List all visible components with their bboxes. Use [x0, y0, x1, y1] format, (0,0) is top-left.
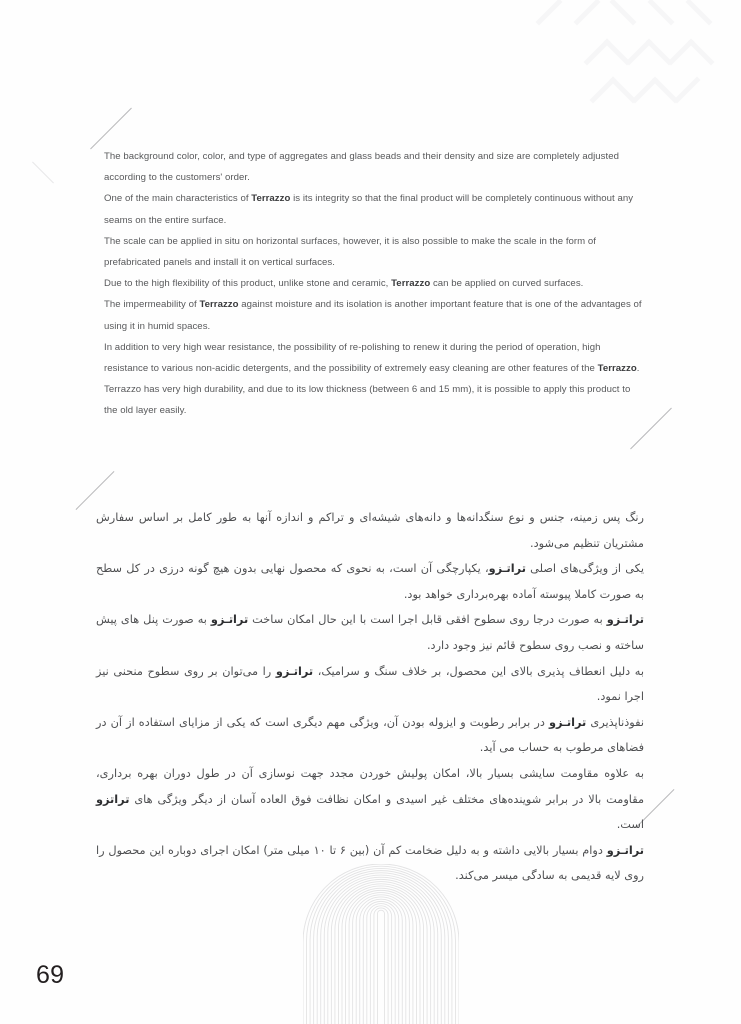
text-run: در برابر رطوبت و ایزوله بودن آن، ویژگی مهم دیگری است که یکی از مزایای استفاده از آن در فضاهای مرطوب به حساب می آید.	[96, 715, 644, 755]
text-run: است.	[616, 818, 644, 832]
paragraph	[104, 188, 644, 230]
text-run: دوام بسیار بالایی داشته و به دلیل ضخامت کم آن (بین ۶ تا ۱۰ میلی متر) امکان اجرای دوباره این محصول را روی لایه قدیمی به سادگی میسر می‌کند.	[96, 843, 644, 883]
text-run: رنگ پس زمینه، جنس و نوع سنگدانه‌ها و دانه‌های شیشه‌ای و تراکم و اندازه آنها به طور کامل بر اساس سفارش مشتریان تنظیم می‌شود.	[96, 511, 644, 550]
emphasis-term: تراتـزو	[606, 843, 644, 857]
text-run: یکی از ویژگی‌های اصلی	[525, 562, 645, 576]
english-text-block	[104, 146, 644, 422]
paragraph	[96, 556, 644, 607]
paragraph	[96, 838, 644, 889]
emphasis-term: Terrazzo	[251, 193, 291, 205]
text-run: به صورت پنل های پیش ساخته و نصب روی سطوح قائم نیز وجود دارد.	[96, 613, 644, 652]
emphasis-term: تراتـزو	[606, 613, 645, 627]
text-run: ، یکپارچگی آن است، به نحوی که محصول نهایی بدون هیچ گونه درزی در کل سطح به صورت کاملا پیوسته آماده بهره‌برداری خواهد بود.	[96, 562, 644, 601]
paragraph	[104, 337, 644, 379]
emphasis-term: تراتـزو	[210, 613, 249, 627]
paragraph	[104, 273, 644, 294]
emphasis-term: Terrazzo	[597, 363, 637, 375]
page-number: 69	[36, 961, 65, 989]
text-run: نفوذناپذیری	[586, 715, 645, 729]
text-run: به دلیل انعطاف پذیری بالای این محصول، بر خلاف سنگ و سرامیک،	[313, 664, 644, 678]
text-run: به صورت درجا روی سطوح افقی قابل اجرا است با این حال امکان ساخت	[248, 613, 607, 627]
text-run: The impermeability of	[104, 299, 200, 311]
text-run: The background color, color, and type of aggregates and glass beads and their density and size are completely adjusted according to the customers' order.	[104, 151, 619, 184]
text-run: Due to the high flexibility of this product, unlike stone and ceramic,	[104, 278, 392, 290]
text-run: In addition to very high wear resistance, the possibility of re-polishing to renew it during the period of operation, high resistance to various non-acidic detergents, and the possibility of extremely easy cleaning are other features of the	[104, 341, 601, 375]
paragraph	[96, 761, 644, 838]
persian-text-block	[96, 505, 644, 889]
paragraph	[104, 294, 644, 336]
text-run: Terrazzo has very high durability, and due to its low thickness (between 6 and 15 mm), it is possible to apply this product to the old layer easily.	[104, 384, 631, 417]
paragraph	[104, 231, 644, 273]
emphasis-term: Terrazzo	[391, 278, 431, 290]
text-run: به علاوه مقاومت سایشی بسیار بالا، امکان پولیش خوردن مجدد جهت نوسازی آن در طول دوران بهره برداری، مقاومت بالا در برابر شوینده‌های مختلف غیر اسیدی و امکان نظافت فوق العاده آسان از دیگر ویژگی های	[96, 766, 644, 806]
paragraph	[104, 146, 644, 188]
text-run: را می‌توان بر روی سطوح منحنی نیز اجرا نمود.	[96, 664, 644, 704]
emphasis-term: Terrazzo	[199, 299, 239, 311]
text-run: can be applied on curved surfaces.	[430, 278, 584, 290]
emphasis-term: تراتـزو	[488, 562, 526, 576]
text-run: is its integrity so that the final product will be completely continuous without any seams on the entire surface.	[104, 193, 634, 226]
paragraph	[96, 710, 644, 761]
paragraph	[96, 659, 644, 710]
paragraph	[96, 607, 644, 658]
text-run: One of the main characteristics of	[104, 193, 252, 205]
paragraph	[96, 505, 644, 556]
text-run: The scale can be applied in situ on horizontal surfaces, however, it is also possible to make the scale in the form of prefabricated panels and install it on vertical surfaces.	[104, 235, 597, 269]
paragraph	[104, 379, 644, 421]
emphasis-term: تراتـزو	[549, 715, 587, 729]
emphasis-term: تراتزو	[96, 792, 130, 806]
text-run: .	[636, 363, 640, 375]
emphasis-term: تراتـزو	[275, 664, 314, 678]
text-run: against moisture and its isolation is another important feature that is one of the advantages of using it in humid spaces.	[104, 299, 642, 332]
